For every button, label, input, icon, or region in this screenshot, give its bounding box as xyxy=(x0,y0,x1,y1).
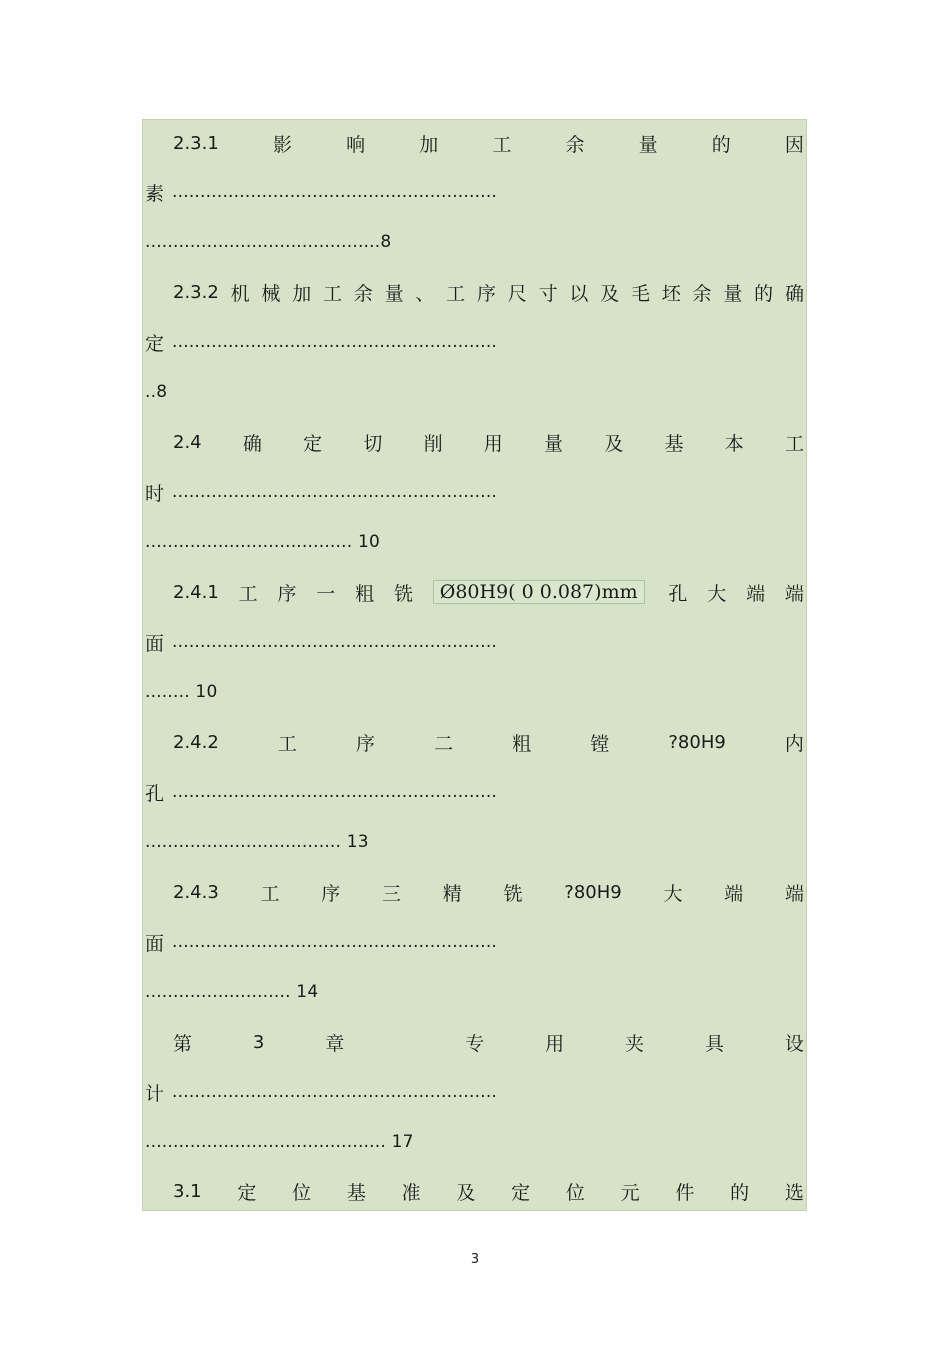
toc-char: 用 xyxy=(545,1032,565,1055)
toc-dots: .......................................................... xyxy=(172,1082,498,1102)
toc-char: 确 xyxy=(784,282,804,305)
toc-page-ref: ..........................................8 xyxy=(145,232,392,252)
toc-char: 位 xyxy=(565,1181,585,1204)
toc-page-line xyxy=(143,377,806,407)
toc-number: 3.1 xyxy=(173,1180,202,1202)
toc-char: 毛 xyxy=(630,282,650,305)
toc-content xyxy=(142,119,807,1211)
toc-entry-heading xyxy=(143,577,806,607)
toc-page-ref: .......................... 14 xyxy=(145,982,319,1002)
toc-number: 第 xyxy=(173,1032,193,1055)
toc-char: 二 xyxy=(434,732,454,755)
toc-char: 量 xyxy=(723,282,743,305)
toc-char: 寸 xyxy=(538,282,558,305)
toc-number: 2.4.2 xyxy=(173,731,219,753)
toc-char: 及 xyxy=(600,282,620,305)
toc-char: 的 xyxy=(754,282,774,305)
toc-char: 大 xyxy=(663,882,683,905)
toc-page-ref: ..8 xyxy=(145,382,168,402)
toc-char: 章 xyxy=(325,1032,345,1055)
toc-char: 铣 xyxy=(393,582,413,605)
toc-dots: .......................................................... xyxy=(172,482,498,502)
toc-char: 机 xyxy=(230,282,250,305)
toc-char: 具 xyxy=(704,1032,724,1055)
toc-char: 工 xyxy=(784,432,804,455)
toc-lead-char: 素 xyxy=(145,182,165,205)
toc-char: 切 xyxy=(363,432,383,455)
toc-char: 定 xyxy=(303,432,323,455)
toc-char: 件 xyxy=(675,1181,695,1204)
toc-page-line xyxy=(143,977,806,1007)
toc-char: 余 xyxy=(565,133,585,156)
toc-char: 设 xyxy=(784,1032,804,1055)
toc-leader-line xyxy=(143,927,806,957)
toc-entry-heading xyxy=(143,427,806,457)
toc-dots: .......................................................... xyxy=(172,182,498,202)
toc-char: 粗 xyxy=(355,582,375,605)
toc-char: 械 xyxy=(261,282,281,305)
toc-page-line xyxy=(143,227,806,257)
toc-char: 序 xyxy=(476,282,496,305)
toc-char: 确 xyxy=(242,432,262,455)
page-number: 3 xyxy=(470,1252,480,1267)
toc-char: 端 xyxy=(724,882,744,905)
toc-char: 量 xyxy=(544,432,564,455)
toc-char: 大 xyxy=(707,582,727,605)
toc-number: 2.4.1 xyxy=(173,581,219,603)
toc-leader-line xyxy=(143,327,806,357)
toc-char: 余 xyxy=(692,282,712,305)
toc-char: 量 xyxy=(384,282,404,305)
toc-leader-line xyxy=(143,177,806,207)
toc-leader-line xyxy=(143,777,806,807)
toc-lead-char: 面 xyxy=(145,932,165,955)
toc-char: 基 xyxy=(346,1181,366,1204)
toc-char: 位 xyxy=(292,1181,312,1204)
toc-char: 基 xyxy=(664,432,684,455)
toc-char: 精 xyxy=(442,882,462,905)
toc-char: 内 xyxy=(784,732,804,755)
toc-number: 2.4 xyxy=(173,431,202,453)
toc-page-ref: ................................... 13 xyxy=(145,832,369,852)
toc-char: 三 xyxy=(382,882,402,905)
toc-char: 加 xyxy=(292,282,312,305)
toc-lead-char: 时 xyxy=(145,482,165,505)
toc-entry-heading xyxy=(143,277,806,307)
toc-char: 影 xyxy=(272,133,292,156)
toc-char: 夹 xyxy=(625,1032,645,1055)
toc-char: 3 xyxy=(252,1031,265,1053)
toc-leader-line xyxy=(143,627,806,657)
toc-dots: .......................................................... xyxy=(172,332,498,352)
toc-number: 2.4.3 xyxy=(173,881,219,903)
toc-char: ?80H9 xyxy=(668,731,726,753)
toc-char: 加 xyxy=(419,133,439,156)
toc-lead-char: 孔 xyxy=(145,782,165,805)
toc-page-ref: ........ 10 xyxy=(145,682,218,702)
toc-char: 铣 xyxy=(503,882,523,905)
toc-char: 元 xyxy=(620,1181,640,1204)
toc-page-line xyxy=(143,1127,806,1157)
toc-char: 选 xyxy=(784,1181,804,1204)
toc-char: 序 xyxy=(355,732,375,755)
toc-page-line xyxy=(143,827,806,857)
toc-char: 工 xyxy=(260,882,280,905)
toc-char: 准 xyxy=(401,1181,421,1204)
toc-dots: .......................................................... xyxy=(172,932,498,952)
toc-entry-heading xyxy=(143,727,806,757)
toc-char: 尺 xyxy=(507,282,527,305)
toc-page-line xyxy=(143,677,806,707)
toc-lead-char: 计 xyxy=(145,1082,165,1105)
toc-dots: .......................................................... xyxy=(172,782,498,802)
toc-char: 专 xyxy=(465,1032,485,1055)
toc-entry-heading xyxy=(143,877,806,907)
toc-char: 及 xyxy=(604,432,624,455)
toc-lead-char: 面 xyxy=(145,632,165,655)
toc-char: 端 xyxy=(746,582,766,605)
toc-char: 坯 xyxy=(661,282,681,305)
toc-char: 工 xyxy=(238,582,258,605)
toc-lead-char: 定 xyxy=(145,332,165,355)
toc-char: 一 xyxy=(316,582,336,605)
toc-char: 镗 xyxy=(590,732,610,755)
toc-char: 工 xyxy=(277,732,297,755)
toc-char: 因 xyxy=(784,133,804,156)
toc-char: 本 xyxy=(724,432,744,455)
toc-char: ?80H9 xyxy=(564,881,622,903)
toc-leader-line xyxy=(143,1077,806,1107)
toc-char: 定 xyxy=(511,1181,531,1204)
toc-char: 序 xyxy=(321,882,341,905)
toc-dots: .......................................................... xyxy=(172,632,498,652)
toc-char: 余 xyxy=(353,282,373,305)
toc-page-ref: ........................................... 17 xyxy=(145,1132,414,1152)
toc-entry-heading xyxy=(143,1027,806,1057)
toc-char: 孔 xyxy=(668,582,688,605)
toc-char: 及 xyxy=(456,1181,476,1204)
toc-char: 工 xyxy=(492,133,512,156)
toc-char: 工 xyxy=(446,282,466,305)
toc-char: 削 xyxy=(423,432,443,455)
toc-char: 用 xyxy=(483,432,503,455)
toc-char: 定 xyxy=(237,1181,257,1204)
toc-number: 2.3.1 xyxy=(173,132,219,154)
toc-page-ref: ..................................... 10 xyxy=(145,532,380,552)
toc-char: 的 xyxy=(711,133,731,156)
toc-char: 量 xyxy=(638,133,658,156)
toc-char: 工 xyxy=(322,282,342,305)
toc-char: 端 xyxy=(784,582,804,605)
toc-leader-line xyxy=(143,477,806,507)
toc-char: 粗 xyxy=(512,732,532,755)
toc-char: 、 xyxy=(415,282,435,305)
toc-entry-heading xyxy=(143,128,806,158)
toc-entry-heading xyxy=(143,1176,806,1206)
toc-char: 端 xyxy=(784,882,804,905)
toc-char: 响 xyxy=(346,133,366,156)
toc-number: 2.3.2 xyxy=(173,281,219,303)
toc-char: 的 xyxy=(730,1181,750,1204)
dimension-formula: Ø80H9( 0 0.087)mm xyxy=(433,580,645,604)
toc-char: 序 xyxy=(277,582,297,605)
toc-char: 以 xyxy=(569,282,589,305)
toc-page-line xyxy=(143,527,806,557)
